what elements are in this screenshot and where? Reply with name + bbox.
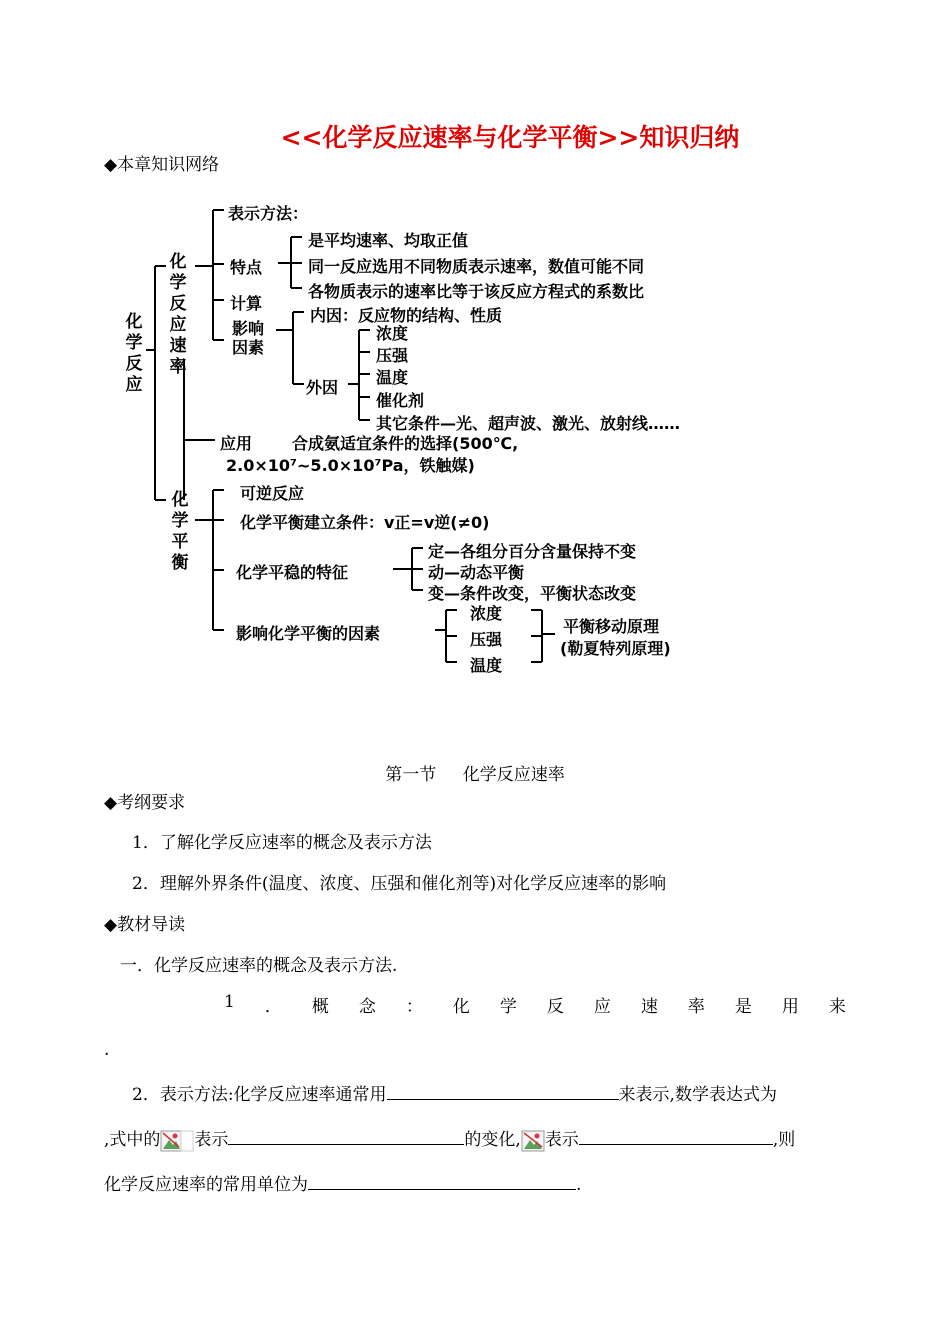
diagram-reversible-reaction: 可逆反应 bbox=[240, 484, 305, 503]
concept-char: ． bbox=[264, 997, 282, 1017]
diagram-application-text: 合成氨适宜条件的选择(500℃, bbox=[292, 434, 519, 453]
diagram-equilibrium-characteristic: 化学平稳的特征 bbox=[236, 563, 349, 582]
text-segment: . bbox=[576, 1175, 582, 1195]
diagram-equilibrium-factor-item: 浓度 bbox=[470, 604, 503, 623]
diagram-external-item: 温度 bbox=[376, 368, 409, 387]
text-segment: 表示 bbox=[544, 1130, 579, 1150]
text-segment: 2．表示方法:化学反应速率通常用 bbox=[132, 1085, 387, 1105]
text-segment: ,式中的 bbox=[104, 1130, 161, 1150]
text-segment: 来表示,数学表达式为 bbox=[618, 1085, 777, 1105]
diagram-factors: 影响因素 bbox=[232, 319, 265, 357]
exam-item: 1．了解化学反应速率的概念及表示方法 bbox=[132, 833, 432, 853]
diagram-equilibrium-condition: 化学平衡建立条件：v正=v逆(≠0) bbox=[240, 513, 490, 532]
diagram-equilibrium-factor-item: 压强 bbox=[470, 630, 503, 649]
fill-blank[interactable] bbox=[308, 1188, 576, 1190]
text-segment: ,则 bbox=[772, 1130, 796, 1150]
concept-char: 反 bbox=[546, 997, 564, 1017]
diagram-internal-factor: 内因：反应物的结构、性质 bbox=[310, 306, 503, 325]
diagram-representation: 表示方法： bbox=[228, 204, 309, 223]
concept-char: 1 bbox=[224, 992, 235, 1012]
concept-line bbox=[224, 992, 846, 1017]
diagram-application-text: 2.0×10⁷~5.0×10⁷Pa，铁触媒) bbox=[226, 456, 475, 475]
diagram-external-item: 浓度 bbox=[376, 324, 409, 343]
concept-char: 来 bbox=[828, 997, 846, 1017]
diagram-features: 特点 bbox=[230, 258, 263, 277]
guide-heading: ◆教材导读 bbox=[104, 915, 186, 935]
concept-char: 学 bbox=[499, 997, 517, 1017]
concept-char: 是 bbox=[734, 997, 752, 1017]
diagram-external-item: 其它条件—光、超声波、激光、放射线…… bbox=[376, 414, 681, 433]
concept-char: 速 bbox=[640, 997, 658, 1017]
exam-heading: ◆考纲要求 bbox=[104, 793, 186, 813]
diagram-equilibrium-label: 化学平衡 bbox=[171, 490, 189, 573]
paragraph-unit bbox=[104, 1170, 581, 1195]
diagram-principle-sub: (勒夏特列原理) bbox=[560, 639, 671, 658]
diagram-feature-item: 是平均速率、均取正值 bbox=[308, 231, 469, 250]
text-segment: 化学反应速率的常用单位为 bbox=[104, 1175, 308, 1195]
concept-char: ： bbox=[405, 997, 423, 1017]
broken-image-icon bbox=[521, 1130, 545, 1152]
diagram-root-label: 化学反应 bbox=[125, 312, 143, 395]
concept-char: 概 bbox=[311, 997, 329, 1017]
guide-item: 一．化学反应速率的概念及表示方法. bbox=[120, 956, 398, 976]
exam-item: 2．理解外界条件(温度、浓度、压强和催化剂等)对化学反应速率的影响 bbox=[132, 874, 667, 894]
concept-char: 念 bbox=[358, 997, 376, 1017]
broken-image-icon bbox=[160, 1130, 194, 1152]
diagram-equilibrium-factors: 影响化学平衡的因素 bbox=[236, 624, 381, 643]
diagram-calculation: 计算 bbox=[230, 294, 263, 313]
concept-end: . bbox=[104, 1040, 110, 1060]
section-title: 第一节 化学反应速率 bbox=[385, 765, 565, 785]
text-segment: 表示 bbox=[194, 1130, 229, 1150]
diagram-characteristic-item: 变—条件改变，平衡状态改变 bbox=[428, 584, 637, 603]
diagram-characteristic-item: 定—各组分百分含量保持不变 bbox=[428, 542, 637, 561]
paragraph-representation bbox=[132, 1080, 777, 1105]
diagram-equilibrium-factor-item: 温度 bbox=[470, 656, 503, 675]
concept-char: 应 bbox=[593, 997, 611, 1017]
diagram-external-item: 催化剂 bbox=[376, 391, 425, 410]
fill-blank[interactable] bbox=[387, 1098, 619, 1100]
diagram-feature-item: 同一反应选用不同物质表示速率，数值可能不同 bbox=[308, 257, 645, 276]
concept-char: 用 bbox=[781, 997, 799, 1017]
diagram-rate-label: 化学反应速率 bbox=[169, 252, 187, 377]
diagram-principle: 平衡移动原理 bbox=[563, 617, 660, 636]
concept-char: 率 bbox=[687, 997, 705, 1017]
diagram-characteristic-item: 动—动态平衡 bbox=[428, 563, 525, 582]
page-title: <<化学反应速率与化学平衡>>知识归纳 bbox=[280, 123, 740, 152]
text-segment: 的变化, bbox=[464, 1130, 521, 1150]
fill-blank[interactable] bbox=[228, 1143, 464, 1145]
diagram-external-factor: 外因 bbox=[306, 378, 339, 397]
paragraph-symbols bbox=[104, 1125, 795, 1152]
diagram-feature-item: 各物质表示的速率比等于该反应方程式的系数比 bbox=[308, 282, 645, 301]
diagram-external-item: 压强 bbox=[376, 346, 409, 365]
section-heading-network: ◆本章知识网络 bbox=[104, 155, 220, 175]
fill-blank[interactable] bbox=[579, 1143, 773, 1145]
diagram-application: 应用 bbox=[220, 434, 253, 453]
concept-char: 化 bbox=[452, 997, 470, 1017]
